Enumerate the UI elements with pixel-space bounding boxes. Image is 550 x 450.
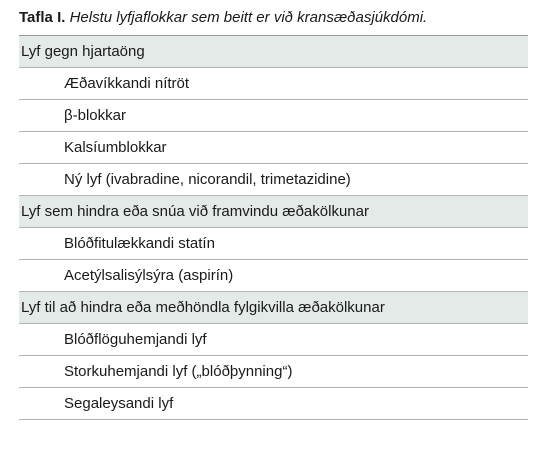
table-row: Ný lyf (ivabradine, nicorandil, trimetazidine) [19,164,528,196]
table-caption-text: Helstu lyfjaflokkar sem beitt er við kransæðasjúkdómi. [69,9,428,26]
group-heading-atherosclerosis-complications: Lyf til að hindra eða meðhöndla fylgikvilla æðakölkunar [19,292,528,324]
table-caption [19,8,534,28]
group-heading-angina: Lyf gegn hjartaöng [19,36,528,68]
table-row: Kalsíumblokkar [19,132,528,164]
table-row: Acetýlsalisýlsýra (aspirín) [19,260,528,292]
table-row: Blóðflöguhemjandi lyf [19,324,528,356]
table-row: β-blokkar [19,100,528,132]
table-caption-label: Tafla I. [19,9,66,26]
table-row: Segaleysandi lyf [19,388,528,420]
group-heading-atherosclerosis-progression: Lyf sem hindra eða snúa við framvindu æðakölkunar [19,196,528,228]
drug-classes-table [19,35,528,420]
table-row: Blóðfitulækkandi statín [19,228,528,260]
table-row: Æðavíkkandi nítröt [19,68,528,100]
table-row: Storkuhemjandi lyf („blóðþynning“) [19,356,528,388]
